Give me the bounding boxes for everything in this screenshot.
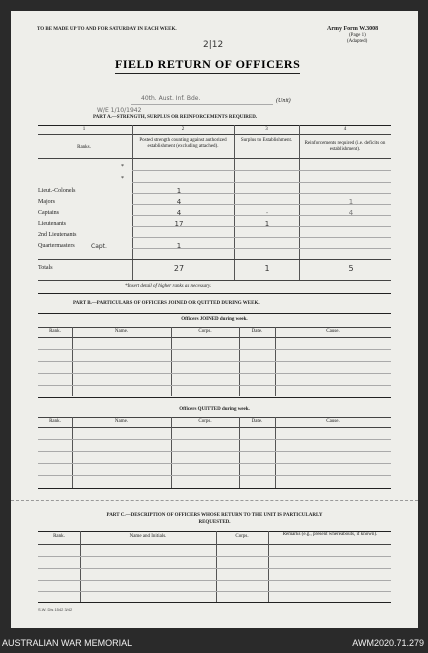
quitted-col-date: Date.: [251, 419, 263, 424]
reinf-majors: 1: [348, 198, 354, 206]
col-head-reinforcements: Reinforcements required (i.e. deficits on establishment).: [304, 141, 386, 152]
posted-lieutenants: 17: [174, 220, 184, 228]
quitted-col-cause: Cause.: [326, 419, 340, 424]
total-surplus: 1: [264, 264, 270, 273]
footer-institution: AUSTRALIAN WAR MEMORIAL: [2, 638, 133, 648]
quitted-col-corps: Corps.: [198, 419, 212, 424]
part-a-heading: PART A.—STRENGTH, SURPLUS OR REINFORCEMENTS REQUIRED.: [93, 115, 258, 120]
surplus-captains: -: [265, 209, 269, 217]
rank-captains: Captains: [38, 210, 59, 216]
totals-label: Totals: [38, 265, 53, 271]
part-a-footnote: *Insert detail of higher ranks as necessary.: [125, 284, 212, 289]
qm-note: Capt.: [91, 243, 107, 250]
col-num-1: 1: [82, 127, 86, 132]
joined-col-corps: Corps.: [198, 329, 212, 334]
footer-accession: AWM2020.71.279: [352, 638, 424, 648]
printer-code: S.W. Dis 1542 3/42: [38, 607, 73, 612]
surplus-lieutenants: 1: [264, 220, 270, 228]
col-head-surplus: Surplus to Establishment.: [240, 138, 293, 143]
form-title: FIELD RETURN OF OFFICERS: [115, 57, 300, 74]
col-num-2: 2: [181, 127, 185, 132]
joined-col-date: Date.: [251, 329, 263, 334]
total-posted: 27: [173, 264, 185, 273]
joined-title: Officers JOINED during week.: [181, 317, 248, 322]
total-reinf: 5: [348, 264, 354, 273]
form-page: [11, 11, 418, 628]
reinf-captains: 4: [348, 209, 354, 217]
posted-captains: 4: [176, 209, 182, 217]
part-c-heading-2: REQUESTED.: [198, 520, 231, 525]
rank-quartermasters: Quartermasters: [38, 243, 75, 249]
rank-2nd-lieutenants: 2nd Lieutenants: [38, 232, 77, 238]
rank-lieutenants: Lieutenants: [38, 221, 66, 227]
unit-label: (Unit): [276, 98, 291, 104]
col-head-posted: Posted strength counting against authorized establishment (excluding attached).: [139, 138, 227, 149]
quitted-title: Officers QUITTED during week.: [179, 407, 250, 412]
c-col-rank: Rank.: [53, 534, 65, 539]
part-b-heading: PART B.—PARTICULARS OF OFFICERS JOINED OR QUITTED DURING WEEK.: [73, 301, 260, 306]
c-col-corps: Corps.: [235, 534, 249, 539]
fold-line: [11, 500, 418, 501]
c-col-remarks: Remarks (e.g., present whereabouts, if known).: [282, 532, 378, 537]
posted-majors: 4: [176, 198, 182, 206]
joined-col-name: Name.: [114, 329, 129, 334]
unit-handwriting: 40th. Aust. Inf. Bde.: [141, 95, 201, 102]
posted-lieut-colonels: 1: [176, 187, 182, 195]
form-page-number: (Page 1): [349, 33, 366, 38]
quitted-col-rank: Rank.: [49, 419, 61, 424]
pencil-mark: 2|12: [203, 40, 224, 50]
joined-col-cause: Cause.: [326, 329, 340, 334]
rank-majors: Majors: [38, 199, 55, 205]
rank-row-blank-1: *: [121, 164, 124, 170]
quitted-col-name: Name.: [114, 419, 129, 424]
col-num-4: 4: [343, 127, 347, 132]
week-handwriting: W/E 1/10/1942: [97, 107, 142, 114]
form-adapted: (Adapted): [347, 39, 368, 44]
rank-row-blank-2: *: [121, 176, 124, 182]
col-num-3: 3: [265, 127, 268, 132]
c-col-name: Name and Initials.: [129, 534, 167, 539]
posted-quartermasters: 1: [176, 242, 182, 250]
joined-col-rank: Rank.: [49, 329, 61, 334]
part-c-heading-1: PART C.—DESCRIPTION OF OFFICERS WHOSE RETURN TO THE UNIT IS PARTICULARLY: [106, 513, 323, 518]
instruction-text: TO BE MADE UP TO AND FOR SATURDAY IN EACH WEEK.: [37, 27, 177, 32]
form-number: Army Form W.3008: [327, 26, 379, 32]
rank-lieut-colonels: Lieut.-Colonels: [38, 188, 76, 194]
col-head-ranks: Ranks.: [77, 145, 91, 150]
